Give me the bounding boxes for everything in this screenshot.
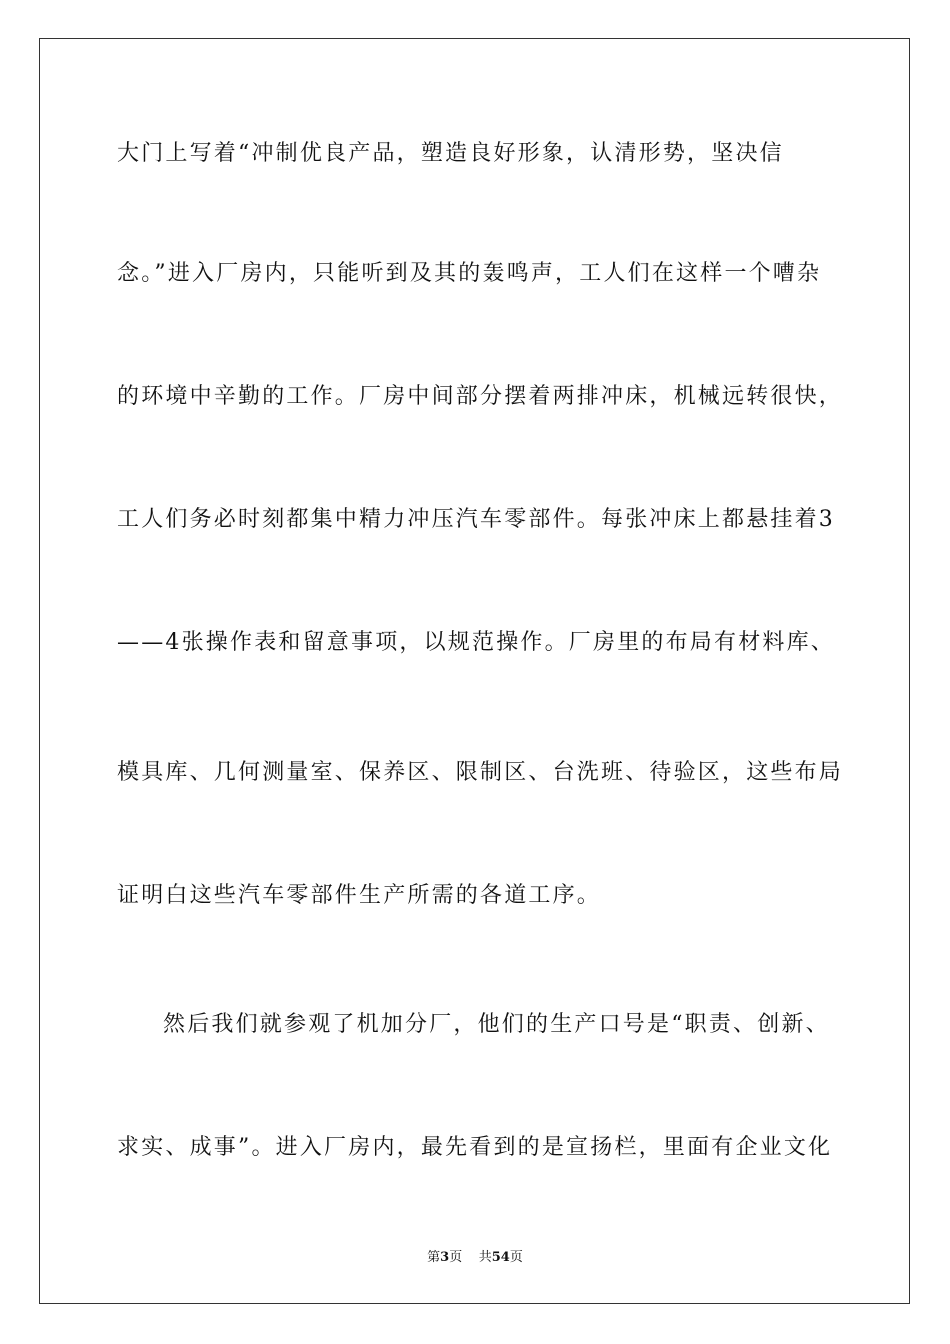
page-number: 3: [440, 1250, 450, 1265]
total-pages: 54: [491, 1250, 510, 1265]
text-line-7: 证明白这些汽车零部件生产所需的各道工序。: [117, 883, 602, 908]
page-suffix: 页: [449, 1250, 463, 1265]
text-line-9: 求实、成事”。进入厂房内，最先看到的是宣扬栏，里面有企业文化: [117, 1135, 833, 1160]
text-line-4: 工人们务必时刻都集中精力冲压汽车零部件。每张冲床上都悬挂着3: [117, 507, 835, 532]
page-prefix: 第: [427, 1250, 441, 1265]
text-line-8: 然后我们就参观了机加分厂，他们的生产口号是“职责、创新、: [163, 1012, 830, 1037]
text-line-1: 大门上写着“冲制优良产品，塑造良好形象，认清形势，坚决信: [117, 141, 784, 166]
text-line-2: 念。”进入厂房内，只能听到及其的轰鸣声，工人们在这样一个嘈杂: [117, 261, 822, 286]
page-border: [39, 38, 910, 1304]
text-line-6: 模具库、几何测量室、保养区、限制区、台洗班、待验区，这些布局: [117, 760, 844, 785]
text-line-5: ——4张操作表和留意事项，以规范操作。厂房里的布局有材料库、: [117, 630, 835, 655]
total-prefix: 共: [478, 1250, 492, 1265]
text-line-3: 的环境中辛勤的工作。厂房中间部分摆着两排冲床，机械远转很快，: [117, 384, 844, 409]
total-suffix: 页: [509, 1250, 523, 1265]
page-footer: [0, 1249, 950, 1267]
